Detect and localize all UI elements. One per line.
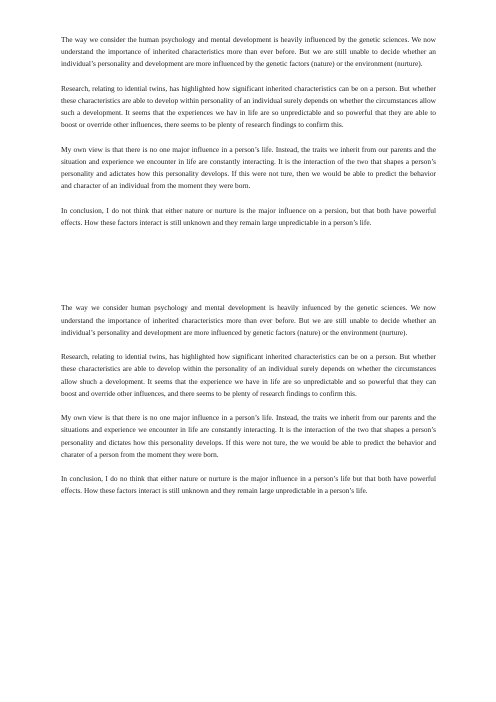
paragraph: The way we consider the human psychology and mental development is heavily influenced by the genetic sciences. We now understand the importance of inherited characteristics more than ever before. But we are still unable to decide whether an individual’s personality and development are more influenced by the genetic factors (nature) or the environment (nurture). (61, 35, 436, 69)
paragraph: Research, relating to idential twins, has highlighted how significant inherited characteristics can be on a person. But whether these characteristics are able to develop within the personality of an individual surely depends on whether the circumstances allow shuch a development. It seems that the experience we have in life are so unpredictable and so powerful that they can boost and override other influences, and there seems to be plenty of research findings to confirm this. (61, 352, 436, 398)
essay-draft-2 (61, 302, 436, 497)
paragraph: Research, relating to idential twins, has highlighted how significant inherited characteristics can be on a person. But whether these characteristics are able to develop within personality of an individual surely depends on whether the circumstances allow such a development. It seems that the experiences we hav in life are so unpredictable and so powerful that they are able to boost or override other influences, there seems to be plenty of research findings to confirm this. (61, 83, 436, 130)
paragraph: The way we consider human psychology and mental development is heavily infuenced by the genetic sciences. We now understand the importance of inherited characteristics more than ever before. But we are still unable to decide whether an individual’s personality and development are more influenced by genetic factors (nature) or the environment (nurture). (61, 303, 436, 337)
paragraph: My own view is that there is no one major influence in a person’s life. Instead, the traits we inherit from our parents and the situation and experience we encounter in life are constantly interacting. It is the interaction of the two that shapes a person’s personality and adictates how this personality develops. If this were not ture, then we would be able to predict the behavior and character of an individual from the moment they were born. (61, 144, 436, 191)
paragraph: In conclusion, I do not think that either nature or nurture is the major influence on a persion, but that both have powerful effects. How these factors interact is still unknown and they remain large unpredictable in a person’s life. (61, 205, 436, 227)
document-body (61, 34, 436, 510)
paragraph: My own view is that there is no one major influence in a person’s life. Instead, the traits we inherit from our parents and the situations and experience we encounter in life are constantly interacting. It is the interaction of the two that shapes a person’s personality and dictates how this personality develops. If this were not ture, the we would be able to predict the behavior and charater of a person from the moment they were born. (61, 413, 436, 459)
section-gap (61, 241, 436, 302)
paragraph: In conclusion, I do no think that either nature or nurture is the major influence in a person’s life but that both have powerful effects. How these factors interact is still unknown and they remain large unpredictable in a person’s life. (61, 474, 436, 496)
essay-draft-1 (61, 34, 436, 229)
